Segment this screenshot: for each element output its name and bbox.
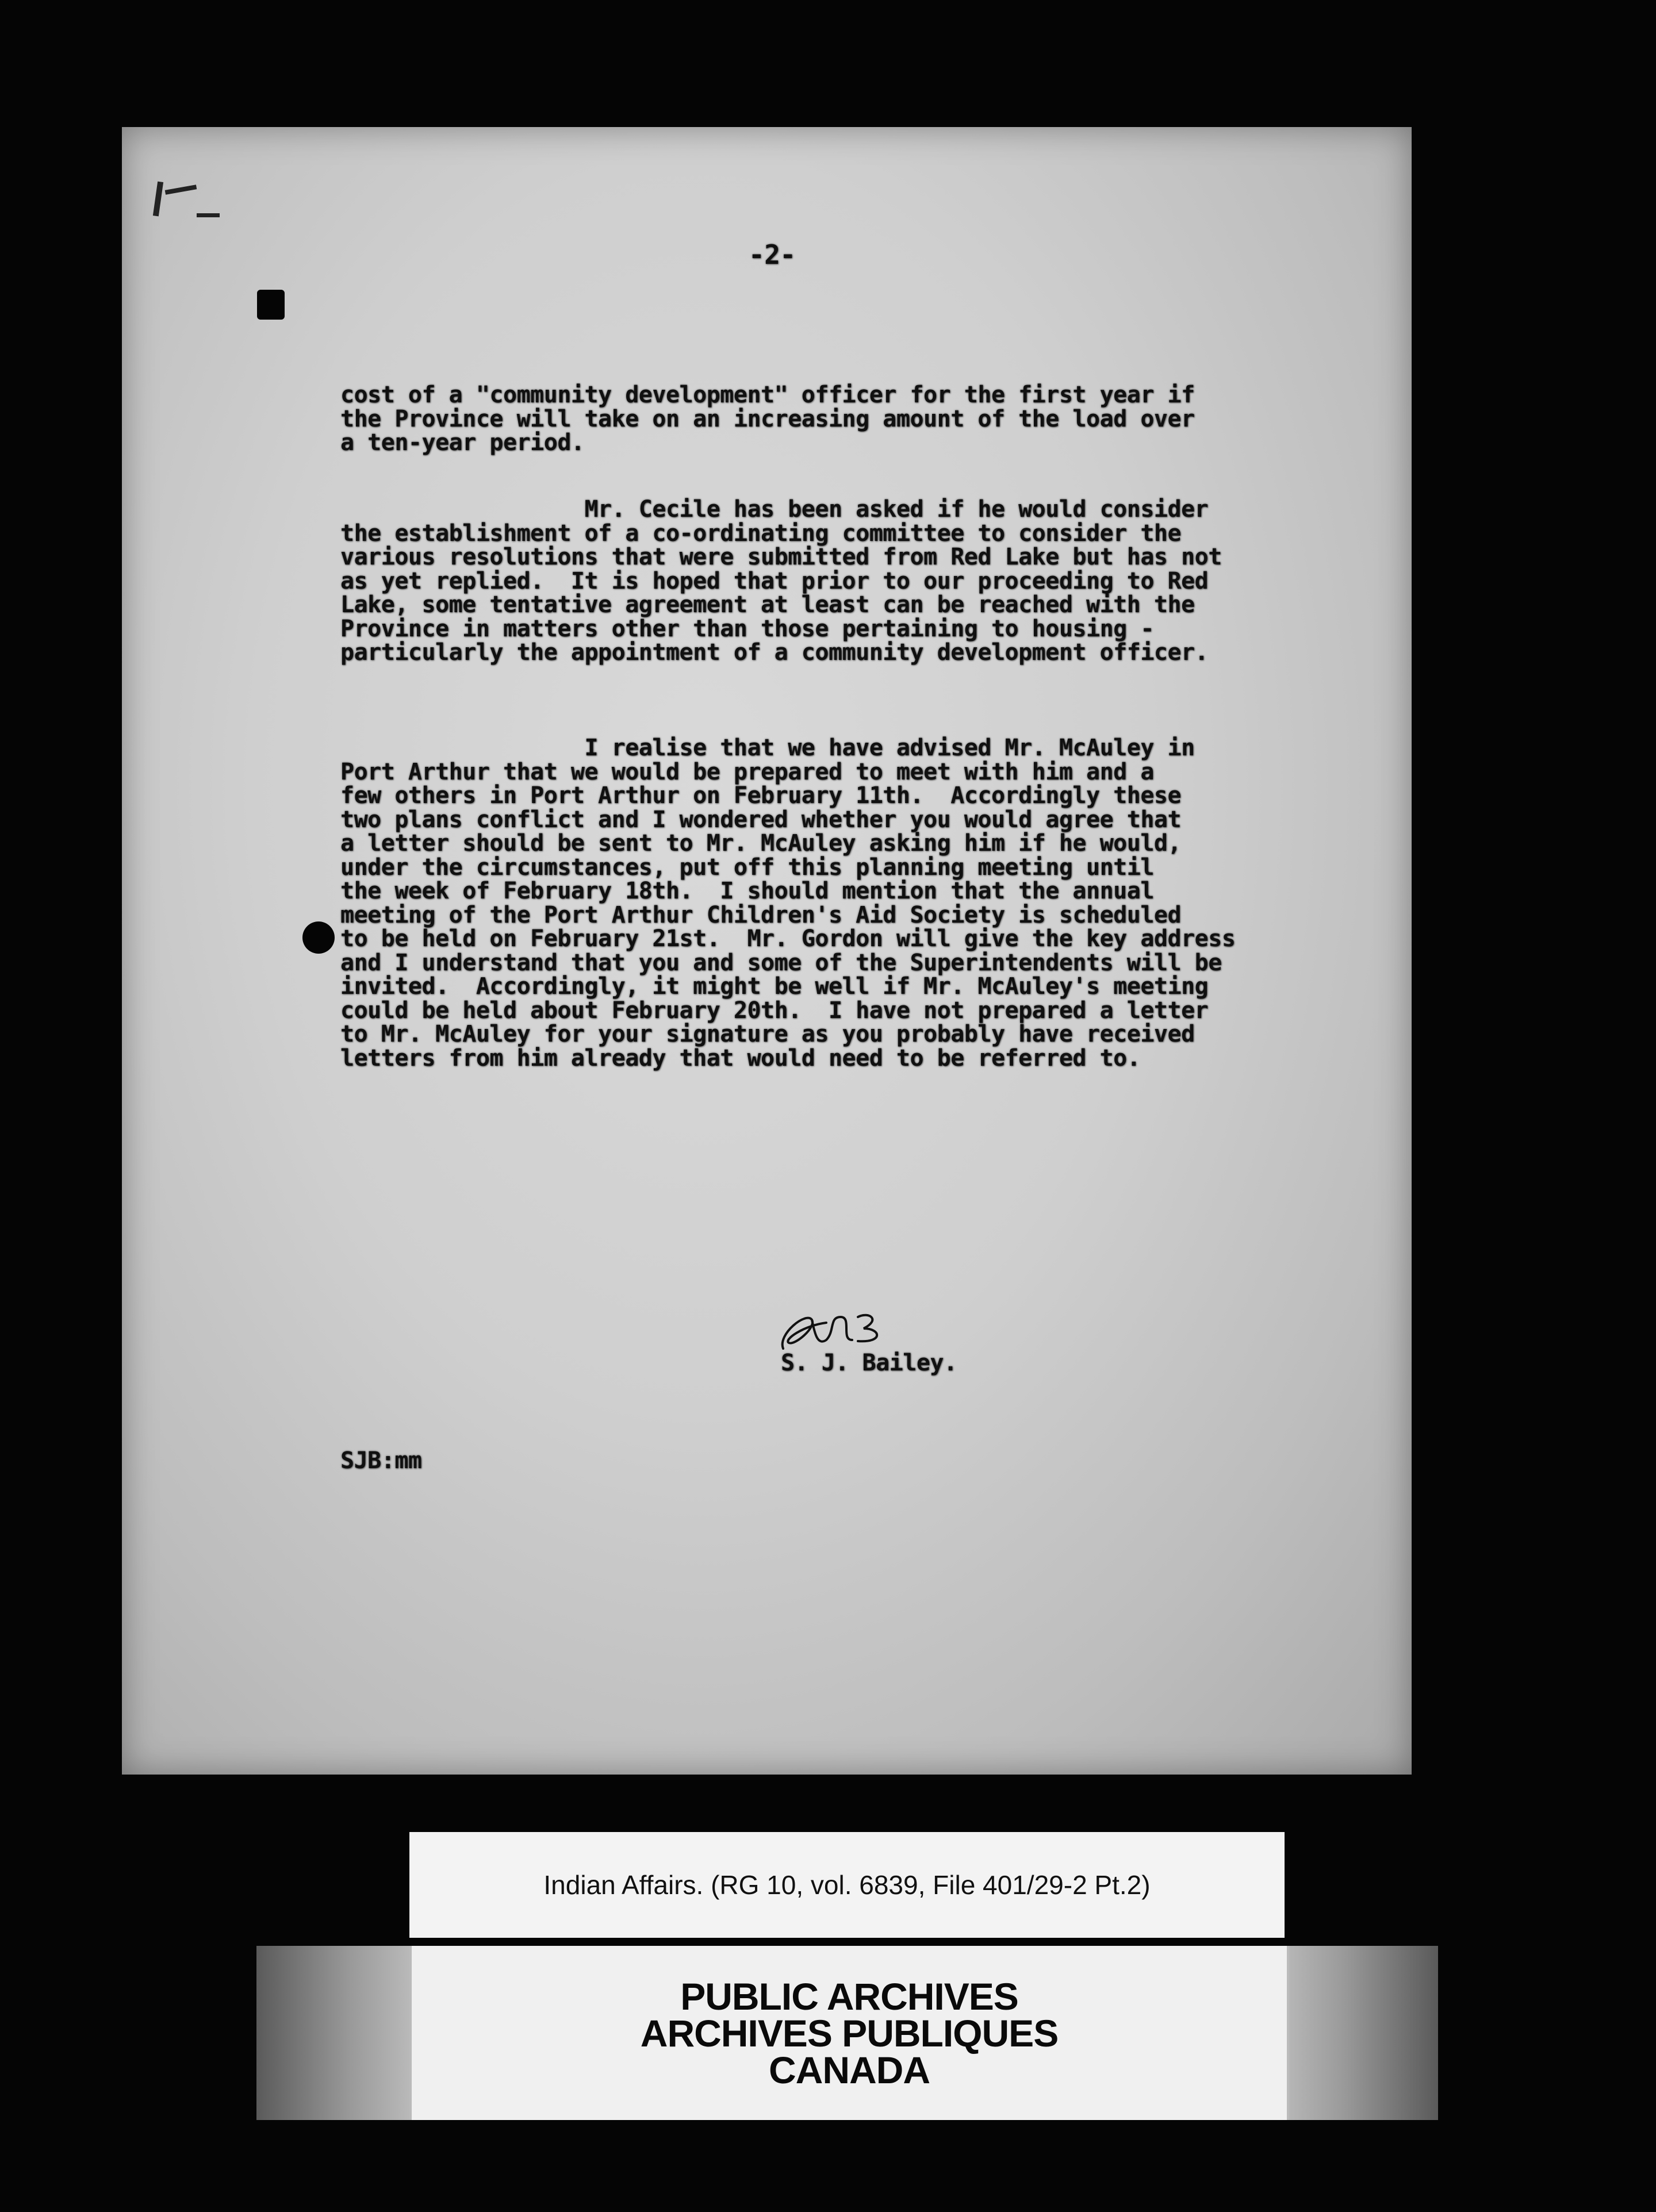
punch-hole (302, 921, 335, 954)
stamp-line-public-archives: PUBLIC ARCHIVES (680, 1975, 1018, 2018)
ink-mark (197, 213, 220, 217)
stamp-line-archives-publiques: ARCHIVES PUBLIQUES (640, 2011, 1059, 2054)
typist-initials: SJB:mm (340, 1447, 422, 1474)
paragraph-1: cost of a "community development" officer for the first year if the Province will take on an increasing amount of the load over a ten-year period. (340, 382, 1195, 456)
page-number: -2- (749, 239, 796, 270)
archive-reference-text: Indian Affairs. (RG 10, vol. 6839, File 401/29-2 Pt.2) (543, 1870, 1151, 1900)
paragraph-3: I realise that we have advised Mr. McAuley in Port Arthur that we would be prepared to meet with him and a few others in Port Arthur on February 11th. Accordingly these two plans conflict and I wondered whether you would agree that a letter should be sent to Mr. McAuley asking him if he would, under the circumstances, put off this planning meeting until the week of February 18th. I should mention that the annual meeting of the Port Arthur Children's Aid Society is scheduled to be held on February 21st. Mr. Gordon will give the key address and I understand that you and some of the Superintendents will be invited. Accordingly, it might be well if Mr. McAuley's meeting could be held about February 20th. I have not prepared a letter to Mr. McAuley for your signature as you probably have received letters from him already that would need to be referred to. (340, 735, 1236, 1072)
paragraph-2: Mr. Cecile has been asked if he would consider the establishment of a co-ordinating committee to consider the various resolutions that were submitted from Red Lake but has not as yet replied. It is hoped that prior to our proceeding to Red Lake, some tentative agreement at least can be reached with the Province in matters other than those pertaining to housing - particularly the appointment of a community development officer. (340, 496, 1222, 666)
ink-mark (165, 185, 197, 194)
archive-reference-label (409, 1832, 1285, 1938)
archive-stamp (409, 1946, 1289, 2120)
ink-mark (153, 182, 163, 217)
signer-name: S. J. Bailey. (781, 1350, 957, 1376)
stamp-line-canada: CANADA (769, 2048, 930, 2091)
punch-hole (257, 290, 285, 320)
document-page (122, 127, 1412, 1775)
